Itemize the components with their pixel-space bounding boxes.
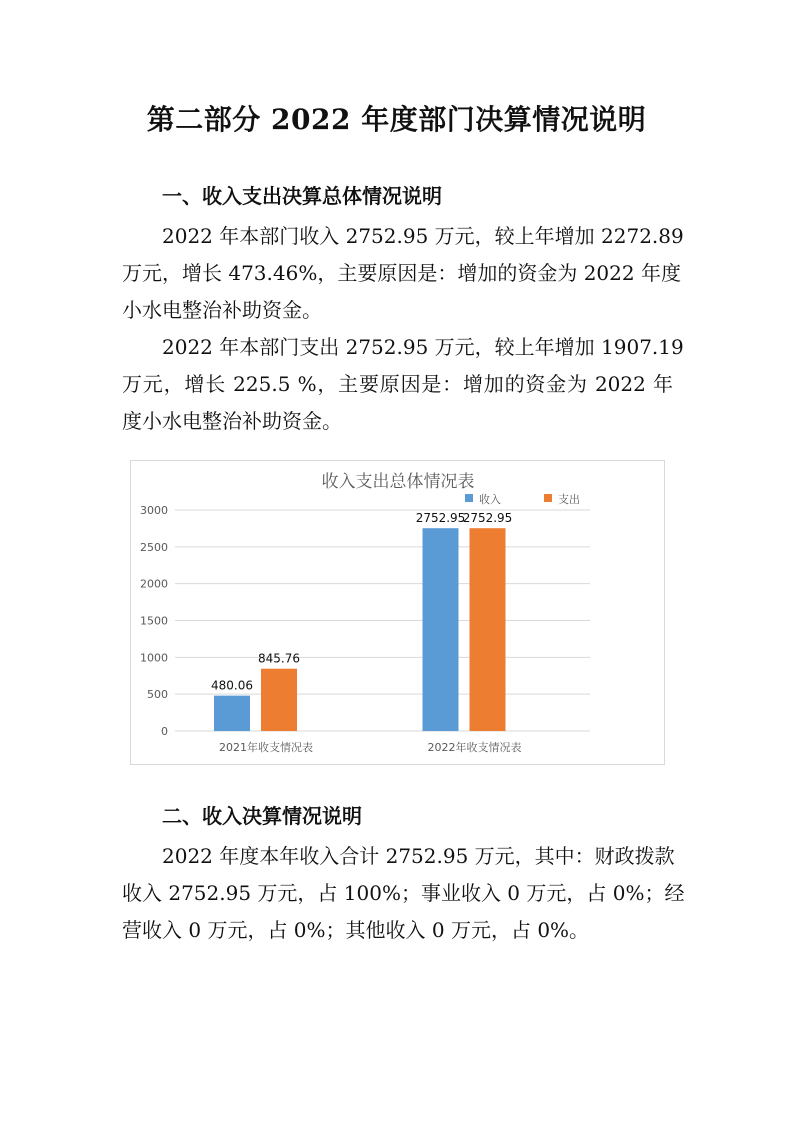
chart-svg <box>130 460 665 765</box>
paragraph-line: 营收入 0 万元，占 0%；其他收入 0 万元，占 0%。 <box>122 918 590 942</box>
bar-income <box>214 696 250 731</box>
bar-expenditure <box>261 669 297 731</box>
legend-label: 支出 <box>558 493 580 506</box>
paragraph-line: 度小水电整治补助资金。 <box>122 409 342 433</box>
data-label: 480.06 <box>211 678 253 693</box>
data-label: 2752.95 <box>415 511 466 526</box>
x-tick-label: 2021年收支情况表 <box>219 741 313 754</box>
y-tick-label: 0 <box>161 725 168 738</box>
paragraph-line: 万元，增长 225.5 %，主要原因是：增加的资金为 2022 年 <box>122 372 673 396</box>
paragraph-line: 2022 年本部门收入 2752.95 万元，较上年增加 2272.89 <box>162 224 684 248</box>
paragraph-line: 收入 2752.95 万元，占 100%；事业收入 0 万元，占 0%；经 <box>122 881 685 905</box>
y-tick-label: 3000 <box>140 504 168 517</box>
legend-swatch <box>465 494 473 502</box>
income-expenditure-chart <box>130 460 665 765</box>
paragraph-line: 2022 年度本年收入合计 2752.95 万元，其中：财政拨款 <box>162 844 675 868</box>
bar-expenditure <box>470 528 506 731</box>
page-title: 第二部分 2022 年度部门决算情况说明 <box>146 103 647 136</box>
bar-income <box>423 528 459 731</box>
paragraph-line: 万元，增长 473.46%，主要原因是：增加的资金为 2022 年度 <box>122 261 681 285</box>
chart-border <box>131 461 665 765</box>
y-tick-label: 1000 <box>140 651 168 665</box>
y-tick-label: 2000 <box>140 577 168 591</box>
y-tick-label: 1500 <box>140 614 168 628</box>
paragraph-line: 2022 年本部门支出 2752.95 万元，较上年增加 1907.19 <box>162 335 684 359</box>
data-label: 2752.95 <box>462 511 513 526</box>
y-tick-label: 500 <box>147 688 168 702</box>
paragraph-line: 小水电整治补助资金。 <box>122 298 322 322</box>
x-tick-label: 2022年收支情况表 <box>427 741 522 754</box>
chart-title: 收入支出总体情况表 <box>321 472 475 492</box>
legend-label: 收入 <box>479 493 501 506</box>
data-label: 845.76 <box>258 651 300 666</box>
section-heading-1: 一、收入支出决算总体情况说明 <box>162 184 442 208</box>
section-heading-2: 二、收入决算情况说明 <box>162 804 362 828</box>
y-tick-label: 2500 <box>140 540 168 554</box>
legend-swatch <box>544 494 552 502</box>
